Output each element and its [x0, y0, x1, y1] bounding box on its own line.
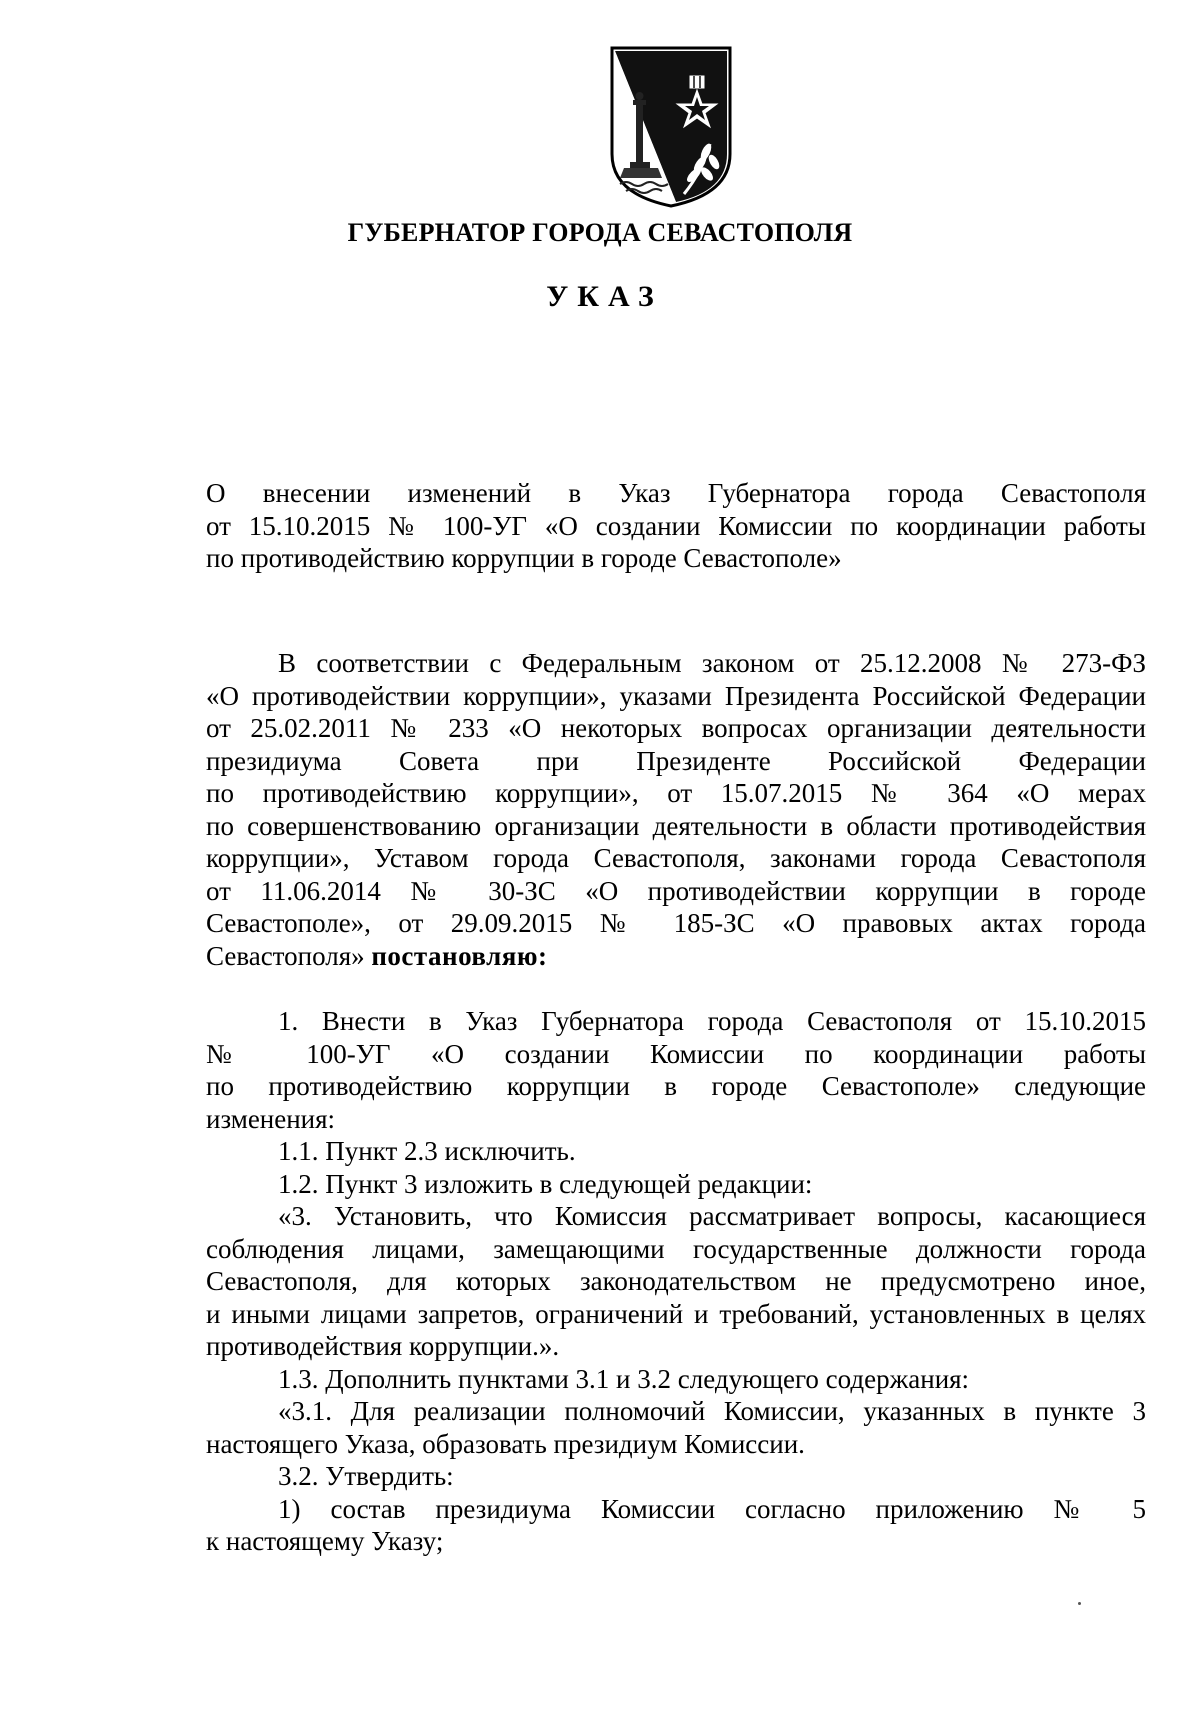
item-3-1-line: «3.1. Для реализации полномочий Комиссии, указанных в пункте 3 — [278, 1396, 1146, 1426]
preamble-line: коррупции», Уставом города Севастополя, законами города Севастополя — [206, 843, 1146, 873]
issuing-authority: ГУБЕРНАТОР ГОРОДА СЕВАСТОПОЛЯ — [347, 218, 853, 247]
subitem-1 — [206, 1493, 1146, 1558]
document-subject — [206, 477, 1146, 575]
item-3-line: Севастополя, для которых законодательством не предусмотрено иное, — [206, 1266, 1146, 1296]
item-1-3: 1.3. Дополнить пунктами 3.1 и 3.2 следующего содержания: — [278, 1363, 970, 1394]
scan-speck — [1078, 1602, 1081, 1605]
preamble — [206, 647, 1146, 972]
subitem-1-line: к настоящему Указу; — [206, 1526, 444, 1556]
preamble-line: по совершенствованию организации деятельности в области противодействия — [206, 810, 1146, 841]
item-3-1-text — [206, 1395, 1146, 1460]
subject-line: от 15.10.2015 № 100-УГ «О создании Комиссии по координации работы — [206, 510, 1146, 541]
item-3-text — [206, 1200, 1146, 1363]
item-1-line: изменения: — [206, 1103, 336, 1134]
subject-line: по противодействию коррупции в городе Севастополе» — [206, 543, 842, 573]
item-3-line: соблюдения лицами, замещающими государственные должности города — [206, 1233, 1146, 1264]
item-1-line: 1. Внести в Указ Губернатора города Севастополя от 15.10.2015 — [278, 1006, 1146, 1036]
document-body — [206, 647, 1146, 1558]
item-1 — [206, 1005, 1146, 1135]
item-1-2: 1.2. Пункт 3 изложить в следующей редакции: — [278, 1168, 813, 1199]
preamble-line: от 25.02.2011 № 233 «О некоторых вопросах организации деятельности — [206, 713, 1146, 743]
document-type: УКАЗ — [546, 280, 663, 313]
sevastopol-coat-of-arms-icon — [606, 44, 736, 208]
decree-keyword: постановляю: — [371, 940, 548, 971]
item-3-line: и иными лицами запретов, ограничений и требований, установленных в целях — [206, 1298, 1146, 1329]
item-3-1-line: настоящего Указа, образовать президиум Комиссии. — [206, 1428, 805, 1459]
item-1-1: 1.1. Пункт 2.3 исключить. — [278, 1136, 576, 1166]
preamble-line: президиума Совета при Президенте Российской Федерации — [206, 745, 1146, 776]
preamble-line: от 11.06.2014 № 30-ЗС «О противодействии коррупции в городе — [206, 875, 1146, 906]
subitem-1-line: 1) состав президиума Комиссии согласно приложению № 5 — [278, 1493, 1146, 1524]
item-1-line: по противодействию коррупции в городе Севастополе» следующие — [206, 1071, 1146, 1101]
preamble-last-line — [206, 940, 1146, 973]
item-3-line: «3. Установить, что Комиссия рассматривает вопросы, касающиеся — [278, 1201, 1146, 1231]
paragraph-gap — [206, 972, 1146, 1005]
preamble-line: В соответствии с Федеральным законом от 25.12.2008 № 273-ФЗ — [278, 648, 1146, 678]
subject-line: О внесении изменений в Указ Губернатора города Севастополя — [206, 478, 1146, 508]
item-3-line: противодействия коррупции.». — [206, 1331, 560, 1361]
item-1-line: № 100-УГ «О создании Комиссии по координации работы — [206, 1038, 1146, 1069]
preamble-line: Севастополе», от 29.09.2015 № 185-ЗС «О правовых актах города — [206, 908, 1146, 938]
item-3-2: 3.2. Утвердить: — [278, 1461, 454, 1491]
preamble-line: по противодействию коррупции», от 15.07.2015 № 364 «О мерах — [206, 778, 1146, 808]
preamble-last-line-text: Севастополя» — [206, 940, 365, 971]
preamble-line: «О противодействии коррупции», указами Президента Российской Федерации — [206, 680, 1146, 711]
